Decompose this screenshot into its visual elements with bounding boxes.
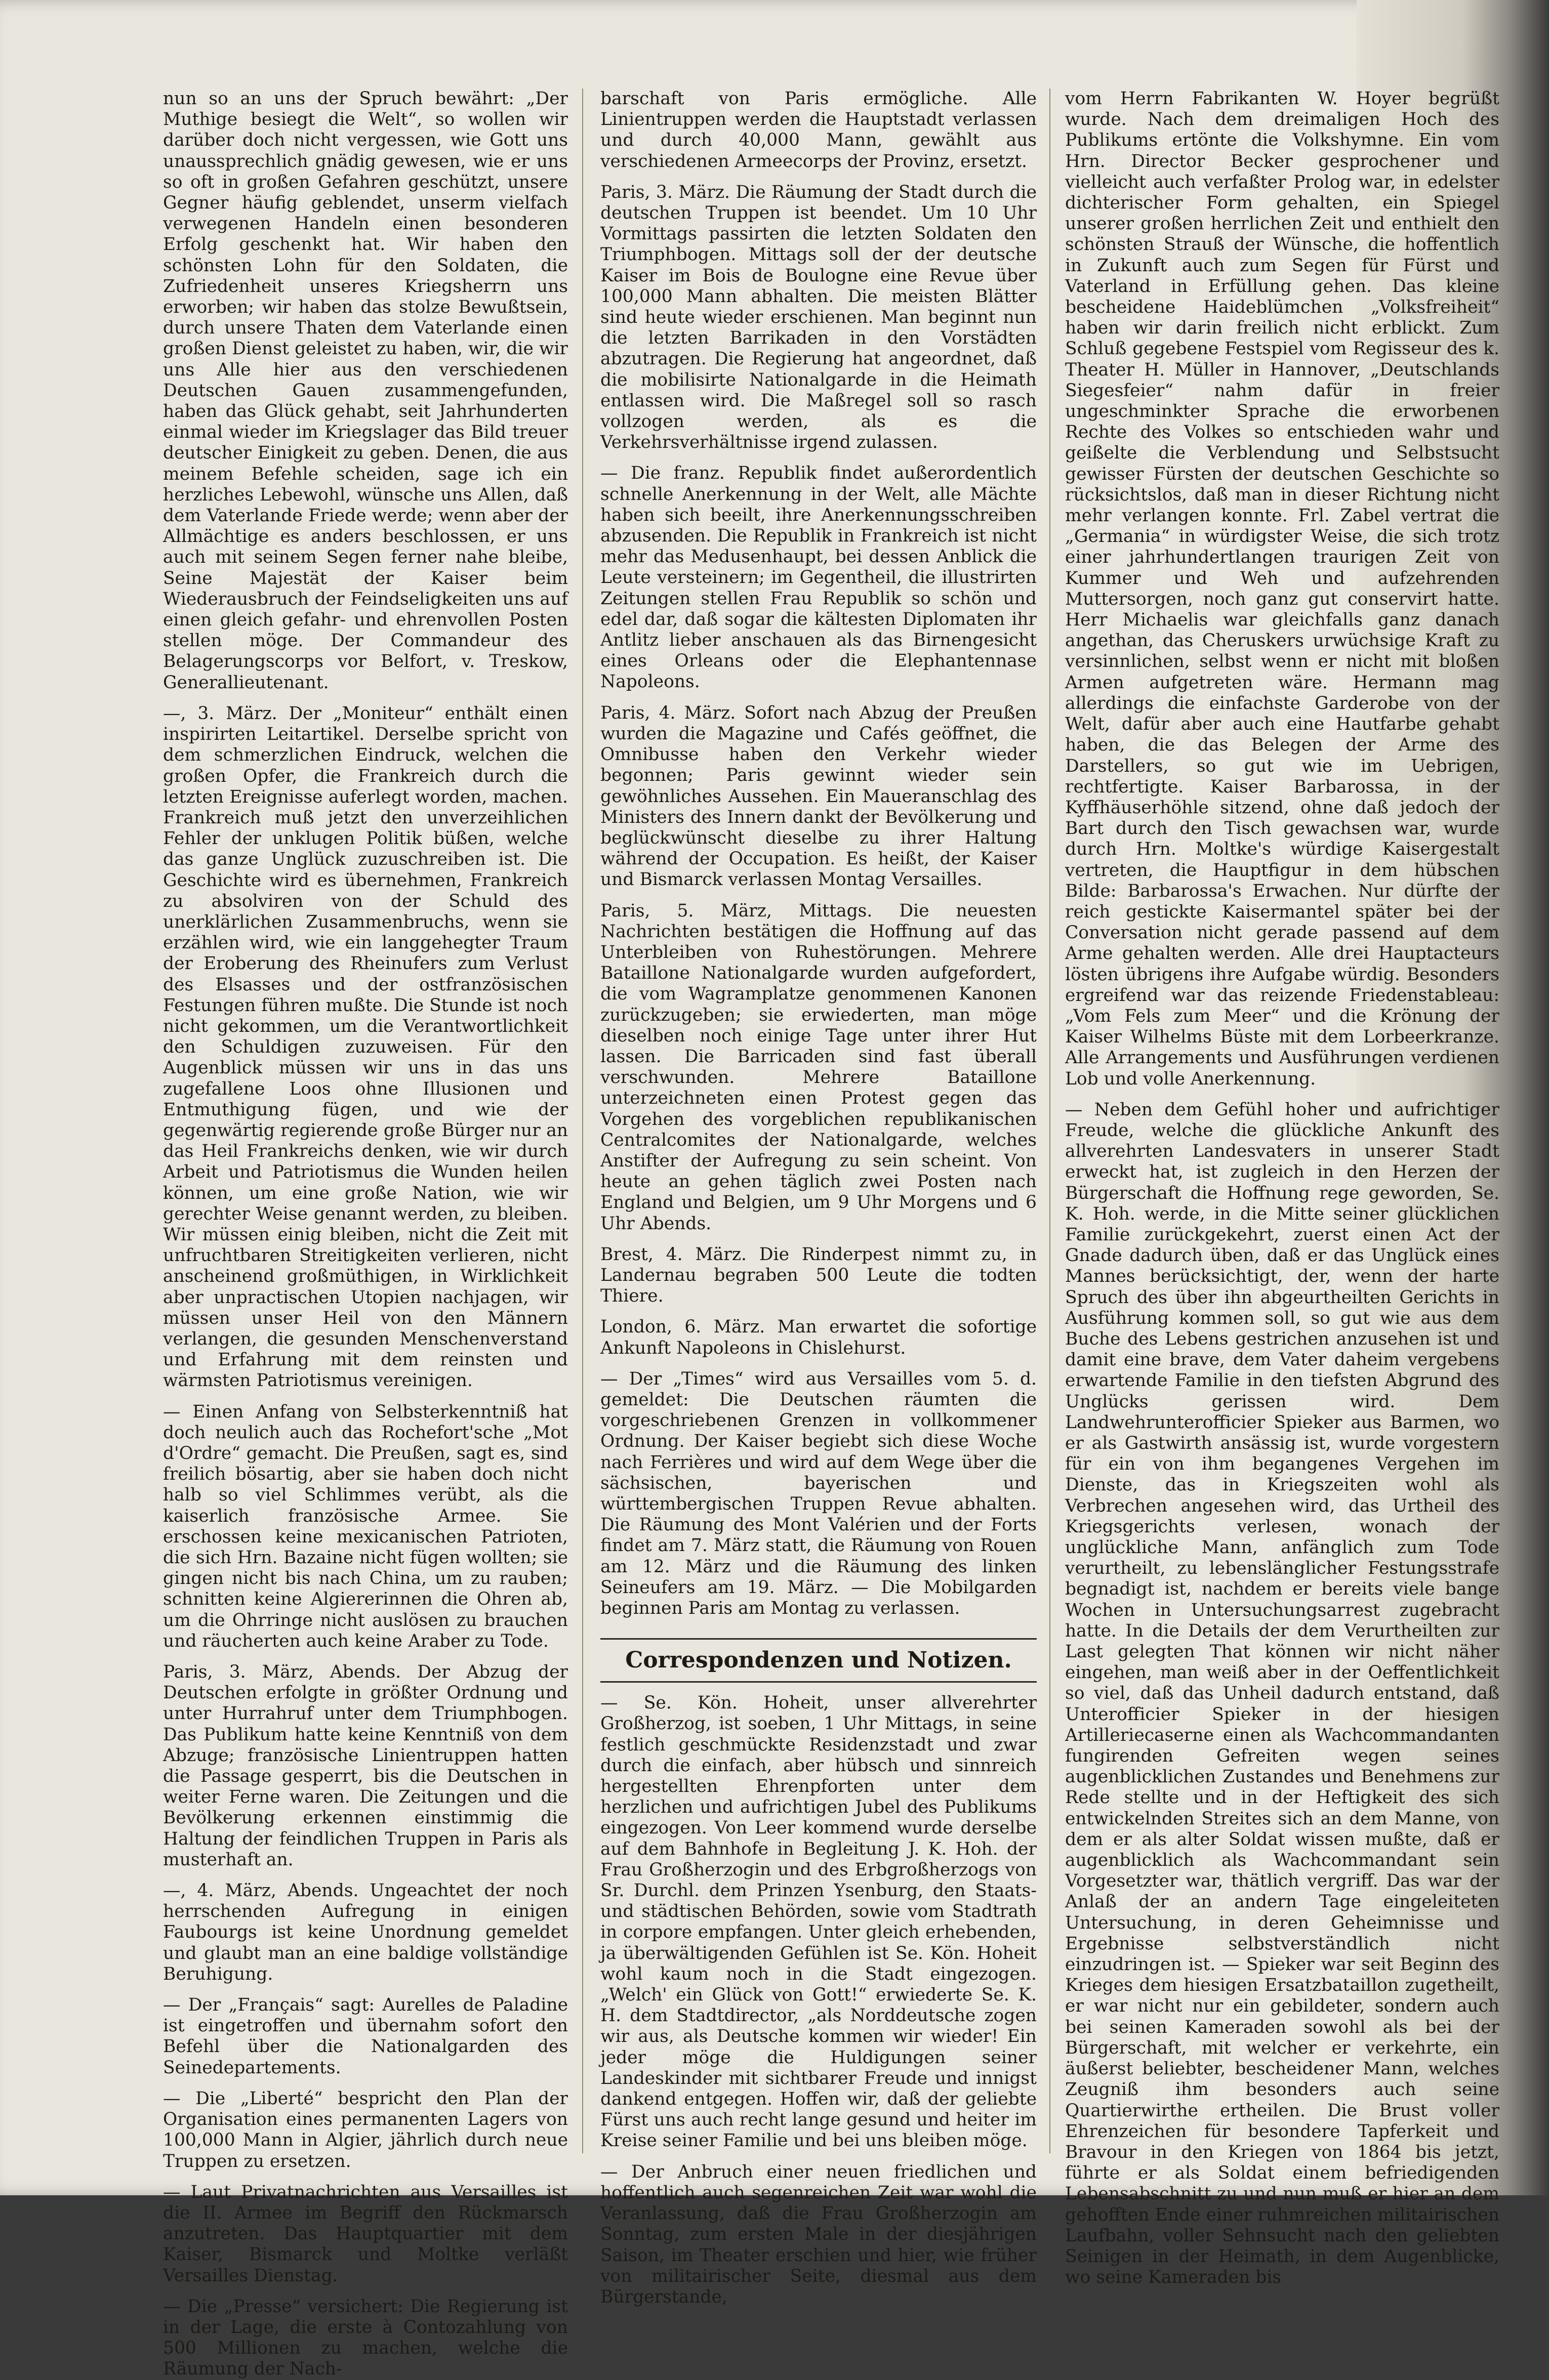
paragraph: — Laut Privatnachrichten aus Versailles ist die II. Armee im Begriff den Rückmarsch anzutreten. Das Hauptquartier mit dem Kaiser, Bismarck und Moltke verläßt Versailles Dienstag. (163, 2182, 568, 2286)
paragraph: vom Herrn Fabrikanten W. Hoyer begrüßt wurde. Nach dem dreimaligen Hoch des Publikums ertönte die Volkshymne. Ein vom Hrn. Director Becker gesprochener und vielleicht auch verfaßter Prolog war, in edelster dichterischer Form gehalten, ein Spiegel unserer großen herrlichen Zeit und enthielt den schönsten Strauß der Wünsche, die hoffentlich in Zukunft auch zum Segen für Fürst und Vaterland in Erfüllung gehen. Das kleine bescheidene Haideblümchen „Volksfreiheit“ haben wir darin freilich nicht erblickt. Zum Schluß gegebene Festspiel vom Regisseur des k. Theater H. Müller in Hannover, „Deutschlands Siegesfeier“ nahm dafür in freier ungeschminkter Sprache die erworbenen Rechte des Volkes so entschieden wahr und geißelte die Verblendung und Selbstsucht gewisser Fürsten der deutschen Geschichte so rücksichtslos, daß man in dieser Richtung nicht mehr verlangen konnte. Frl. Zabel vertrat die „Germania“ in würdigster Weise, die sich trotz einer jahrhundertlangen traurigen Zeit von Kummer und Weh und aufzehrenden Muttersorgen, noch ganz gut conservirt hatte. Herr Michaelis war gleichfalls ganz danach angethan, das Cheruskers urwüchsige Kraft zu versinnlichen, selbst wenn er nicht mit bloßen Armen aufgetreten wäre. Hermann mag allerdings die einfachste Garderobe von der Welt, dafür aber auch eine Hautfarbe gehabt haben, die das Belegen der Arme des Darstellers, so gut wie im Uebrigen, rechtfertigte. Kaiser Barbarossa, in der Kyffhäuserhöhle sitzend, ohne daß jedoch der Bart durch den Tisch gewachsen war, wurde durch Hrn. Moltke's würdige Kaisergestalt vertreten, die Hauptfigur in dem hübschen Bilde: Barbarossa's Erwachen. Nur dürfte der reich gestickte Kaisermantel später bei der Conversation nicht gerade passend auf dem Arme gehalten werden. Alle drei Hauptacteurs lösten übrigens ihre Aufgabe würdig. Besonders ergreifend war das reizende Friedenstableau: „Vom Fels zum Meer“ und die Krönung der Kaiser Wilhelms Büste mit dem Lorbeerkranze. Alle Arrangements und Ausführungen verdienen Lob und volle Anerkennung. (1065, 89, 1499, 1089)
column-3 (1065, 89, 1499, 2288)
paragraph: Paris, 5. März, Mittags. Die neuesten Nachrichten bestätigen die Hoffnung auf das Unterbleiben von Ruhestörungen. Mehrere Bataillone Nationalgarde wurden aufgefordert, die vom Wagramplatze genommenen Kanonen zurückzugeben; sie erwiederten, man möge dieselben noch einige Tage unter ihrer Hut lassen. Die Barricaden sind fast überall verschwunden. Mehrere Bataillone unterzeichneten einen Protest gegen das Vorgehen des vorgeblichen republikanischen Centralcomites der Nationalgarde, welches Anstifter der Aufregung zu sein scheint. Von heute an gehen täglich zwei Posten nach England und Belgien, um 9 Uhr Morgens und 6 Uhr Abends. (600, 900, 1037, 1234)
paragraph: — Se. Kön. Hoheit, unser allverehrter Großherzog, ist soeben, 1 Uhr Mittags, in seine festlich geschmückte Residenzstadt und zwar durch die einfach, aber hübsch und sinnreich hergestellten Ehrenpforten unter dem herzlichen und aufrichtigen Jubel des Publikums eingezogen. Von Leer kommend wurde derselbe auf dem Bahnhofe in Begleitung J. K. Hoh. der Frau Großherzogin und des Erbgroßherzogs von Sr. Durchl. dem Prinzen Ysenburg, den Staats- und städtischen Behörden, sowie vom Stadtrath in corpore empfangen. Unter gleich erhebenden, ja überwältigenden Gefühlen ist Se. Kön. Hoheit wohl kaum noch in die Stadt eingezogen. „Welch' ein Glück von Gott!“ erwiederte Se. K. H. dem Stadtdirector, „als Norddeutsche zogen wir aus, als Deutsche kommen wir wieder! Ein jeder möge die Huldigungen seiner Landeskinder mit sichtbarer Freude und innigst dankend entgegen. Hoffen wir, daß der geliebte Fürst uns auch recht lange gesund und heiter im Kreise seiner Familie und bei uns bleiben möge. (600, 1693, 1037, 2151)
paragraph: — Einen Anfang von Selbsterkenntniß hat doch neulich auch das Rochefort'sche „Mot d'Ordre“ gemacht. Die Preußen, sagt es, sind freilich bösartig, aber sie haben doch nicht halb so viel Schlimmes verübt, als die kaiserlich französische Armee. Sie erschossen keine mexicanischen Patrioten, die sich Hrn. Bazaine nicht fügen wollten; sie gingen nicht bis nach China, um zu rauben; schnitten keine Algiererinnen die Ohren ab, um die Ohrringe nicht auslösen zu brauchen und räucherten auch keine Araber zu Tode. (163, 1401, 568, 1651)
paragraph: — Die „Liberté“ bespricht den Plan der Organisation eines permanenten Lagers von 100,000 Mann in Algier, jährlich durch neue Truppen zu ersetzen. (163, 2088, 568, 2172)
paragraph: — Der „Times“ wird aus Versailles vom 5. d. gemeldet: Die Deutschen räumten die vorgeschriebenen Grenzen in vollkommener Ordnung. Der Kaiser begiebt sich diese Woche nach Ferrières und wird auf dem Wege über die sächsischen, bayerischen und württembergischen Truppen Revue abhalten. Die Räumung des Mont Valérien und der Forts findet am 7. März statt, die Räumung von Rouen am 12. März und die Räumung des linken Seineufers am 19. März. — Die Mobilgarden beginnen Paris am Montag zu verlassen. (600, 1368, 1037, 1619)
paragraph: barschaft von Paris ermögliche. Alle Linientruppen werden die Hauptstadt verlassen und durch 40,000 Mann, gewählt aus verschiedenen Armeecorps der Provinz, ersetzt. (600, 89, 1037, 172)
column-2 (600, 89, 1037, 2308)
paragraph: — Neben dem Gefühl hoher und aufrichtiger Freude, welche die glückliche Ankunft des allverehrten Landesvaters in unserer Stadt erweckt hat, ist zugleich in den Herzen der Bürgerschaft die Hoffnung rege geworden, Se. K. Hoh. werde, in die Mitte seiner glücklichen Familie zurückgekehrt, zuerst einen Act der Gnade dadurch üben, daß er das Unglück eines Mannes berücksichtigt, der, wenn der harte Spruch des über ihn abgeurtheilten Gerichts in Ausführung kommen soll, so gut wie aus dem Buche des Lebens gestrichen anzusehen ist und damit eine brave, dem Vater daheim vergebens erwartende Familie in den tiefsten Abgrund des Unglücks gerissen wird. Dem Landwehrunterofficier Spieker aus Barmen, wo er als Gastwirth ansässig ist, wurde vorgestern für ein von ihm begangenes Vergehen im Dienste, das in Kriegszeiten wohl als Verbrechen angesehen wird, das Urtheil des Kriegsgerichts verlesen, wonach der unglückliche Mann, anfänglich zum Tode verurtheilt, zu lebenslänglicher Festungsstrafe begnadigt ist, nachdem er bereits viele bange Wochen in Untersuchungsarrest zugebracht hatte. In die Details der dem Verurtheilten zur Last gelegten That können wir nicht näher eingehen, man weiß aber in der Oeffentlichkeit so viel, daß das Unheil dadurch entstand, daß Unterofficier Spieker in der hiesigen Artilleriecaserne einen als Wachcommandanten fungirenden Gefreiten wegen seines augenblicklichen Zustandes und Benehmens zur Rede stellte und in der Heftigkeit des sich entwickelnden Streites sich an dem Manne, von dem er als alter Soldat wissen mußte, daß er augenblicklich als Wachcommandant sein Vorgesetzter war, thätlich vergriff. Das war der Anlaß der an andern Tage eingeleiteten Untersuchung, in deren Geheimnisse und Ergebnisse selbstverständlich nicht einzudringen ist. — Spieker war seit Beginn des Krieges dem hiesigen Ersatzbataillon zugetheilt, er war nicht nur ein gebildeter, sondern auch bei seinen Kameraden sowohl als bei der Bürgerschaft, mit welcher er verkehrte, ein äußerst beliebter, bescheidener Mann, welches Zeugniß ihm besonders auch seine Quartierwirthe ertheilen. Die Brust voller Ehrenzeichen für besondere Tapferkeit und Bravour in den Kriegen von 1864 bis jetzt, führte er als Soldat einem befriedigenden Lebensabschnitt zu und nun muß er hier an dem gehofften Ende einer ruhmreichen militairischen Laufbahn, voller Sehnsucht nach den geliebten Seinigen in der Heimath, in dem Augenblicke, wo seine Kameraden bis (1065, 1099, 1499, 2288)
paragraph: Paris, 3. März, Abends. Der Abzug der Deutschen erfolgte in größter Ordnung und unter Hurrahruf unter dem Triumphbogen. Das Publikum hatte keine Kenntniß von dem Abzuge; französische Linientruppen hatten die Passage gesperrt, bis die Deutschen in weiter Ferne waren. Die Zeitungen und die Bevölkerung erkennen einstimmig die Haltung der feindlichen Truppen in Paris als musterhaft an. (163, 1662, 568, 1870)
paragraph: Paris, 3. März. Die Räumung der Stadt durch die deutschen Truppen ist beendet. Um 10 Uhr Vormittags passirten die letzten Soldaten den Triumphbogen. Mittags soll der der deutsche Kaiser im Bois de Boulogne eine Revue über 100,000 Mann abhalten. Die meisten Blätter sind heute wieder erschienen. Man beginnt nun die letzten Barrikaden in den Vorstädten abzutragen. Die Regierung hat angeordnet, daß die mobilisirte Nationalgarde in die Heimath entlassen wird. Die Maßregel soll so rasch vollzogen werden, als es die Verkehrsverhältnisse irgend zulassen. (600, 182, 1037, 453)
paragraph: — Die „Presse“ versichert: Die Regierung ist in der Lage, die erste à Contozahlung von 500 Millionen zu machen, welche die Räumung der Nach- (163, 2296, 568, 2379)
paragraph: — Die franz. Republik findet außerordentlich schnelle Anerkennung in der Welt, alle Mächte haben sich beeilt, ihre Anerkennungsschreiben abzusenden. Die Republik in Frankreich ist nicht mehr das Medusenhaupt, bei dessen Anblick die Leute versteinern; im Gegentheil, die illustrirten Zeitungen stellen Frau Republik so schön und edel dar, daß sogar die kältesten Diplomaten ihr Antlitz lieber anschauen als das Birnengesicht eines Orleans oder die Elephantennase Napoleons. (600, 463, 1037, 692)
paragraph: London, 6. März. Man erwartet die sofortige Ankunft Napoleons in Chislehurst. (600, 1317, 1037, 1358)
paragraph: Paris, 4. März. Sofort nach Abzug der Preußen wurden die Magazine und Cafés geöffnet, die Omnibusse haben den Verkehr wieder begonnen; Paris gewinnt wieder sein gewöhnliches Aussehen. Ein Maueranschlag des Ministers des Innern dankt der Bevölkerung und beglückwünscht dieselbe zu ihrer Haltung während der Occupation. Es heißt, der Kaiser und Bismarck verlassen Montag Versailles. (600, 702, 1037, 890)
paragraph: — Der „Français“ sagt: Aurelles de Paladine ist eingetroffen und übernahm sofort den Befehl über die Nationalgarden des Seinedepartements. (163, 1995, 568, 2078)
paragraph: Brest, 4. März. Die Rinderpest nimmt zu, in Landernau begraben 500 Leute die todten Thiere. (600, 1244, 1037, 1307)
paragraph: — Der Anbruch einer neuen friedlichen und hoffentlich auch segenreichen Zeit war wohl die Veranlassung, daß die Frau Großherzogin am Sonntag, zum ersten Male in der diesjährigen Saison, im Theater erschien und hier, wie früher von militairischer Seite, diesmal aus dem Bürgerstande, (600, 2161, 1037, 2307)
section-heading: Correspondenzen und Notizen. (600, 1638, 1037, 1683)
paragraph: —, 3. März. Der „Moniteur“ enthält einen inspirirten Leitartikel. Derselbe spricht von dem schmerzlichen Eindruck, welchen die großen Opfer, die Frankreich durch die letzten Ereignisse auferlegt worden, machen. Frankreich muß jetzt den unverzeihlichen Fehler der unklugen Politik büßen, welche das ganze Unglück zuzuschreiben ist. Die Geschichte wird es übernehmen, Frankreich zu absolviren von der Schuld des unerklärlichen Zusammenbruchs, wenn sie erzählen wird, wie ein langgehegter Traum der Eroberung des Rheinufers zum Verlust des Elsasses und der ostfranzösischen Festungen führen mußte. Die Stunde ist noch nicht gekommen, um die Verantwortlichkeit den Schuldigen zuzuweisen. Für den Augenblick müssen wir uns in das uns zugefallene Loos ohne Illusionen und Entmuthigung fügen, und wie der gegenwärtig regierende große Bürger nur an das Heil Frankreichs denken, wie wir durch Arbeit und Patriotismus die Wunden heilen können, um eine große Nation, wie wir gerechter Weise genannt werden, zu bleiben. Wir müssen einig bleiben, nicht die Zeit mit unfruchtbaren Streitigkeiten verlieren, nicht anscheinend großmüthigen, in Wirklichkeit aber unpractischen Utopien nachjagen, wir müssen unser Heil von den Männern verlangen, die gesunden Menschenverstand und Erfahrung mit dem reinsten und wärmsten Patriotismus vereinigen. (163, 703, 568, 1391)
paragraph: —, 4. März, Abends. Ungeachtet der noch herrschenden Aufregung in einigen Faubourgs ist keine Unordnung gemeldet und glaubt man an eine baldige vollständige Beruhigung. (163, 1881, 568, 1984)
column-1 (163, 89, 568, 2380)
column-rule (582, 89, 583, 2153)
column-rule (1049, 89, 1050, 2153)
paragraph: nun so an uns der Spruch bewährt: „Der Muthige besiegt die Welt“, so wollen wir darüber doch nicht vergessen, wie Gott uns unaussprechlich gnädig gewesen, wie er uns so oft in großen Gefahren geschützt, unsere Gegner häufig geblendet, unserm vielfach verwegenen Handeln einen besonderen Erfolg geschenkt hat. Wir haben den schönsten Lohn für den Soldaten, die Zufriedenheit unseres Kriegsherrn uns erworben; wir haben das stolze Bewußtsein, durch unsere Thaten dem Vaterlande einen großen Dienst geleistet zu haben, wir, die wir uns Alle hier aus den verschiedenen Deutschen Gauen zusammengefunden, haben das Glück gehabt, seit Jahrhunderten einmal wieder im Kriegslager das Bild treuer deutscher Einigkeit zu geben. Denen, die aus meinem Befehle scheiden, sage ich ein herzliches Lebewohl, wünsche uns Allen, daß dem Vaterlande Friede werde; wenn aber der Allmächtige es anders beschlossen, er uns auch mit seinem Segen ferner nahe bleibe, Seine Majestät der Kaiser beim Wiederausbruch der Feindseligkeiten uns auf einen gleich gefahr- und ehrenvollen Posten stellen möge. Der Commandeur des Belagerungscorps vor Belfort, v. Treskow, Generallieutenant. (163, 89, 568, 693)
